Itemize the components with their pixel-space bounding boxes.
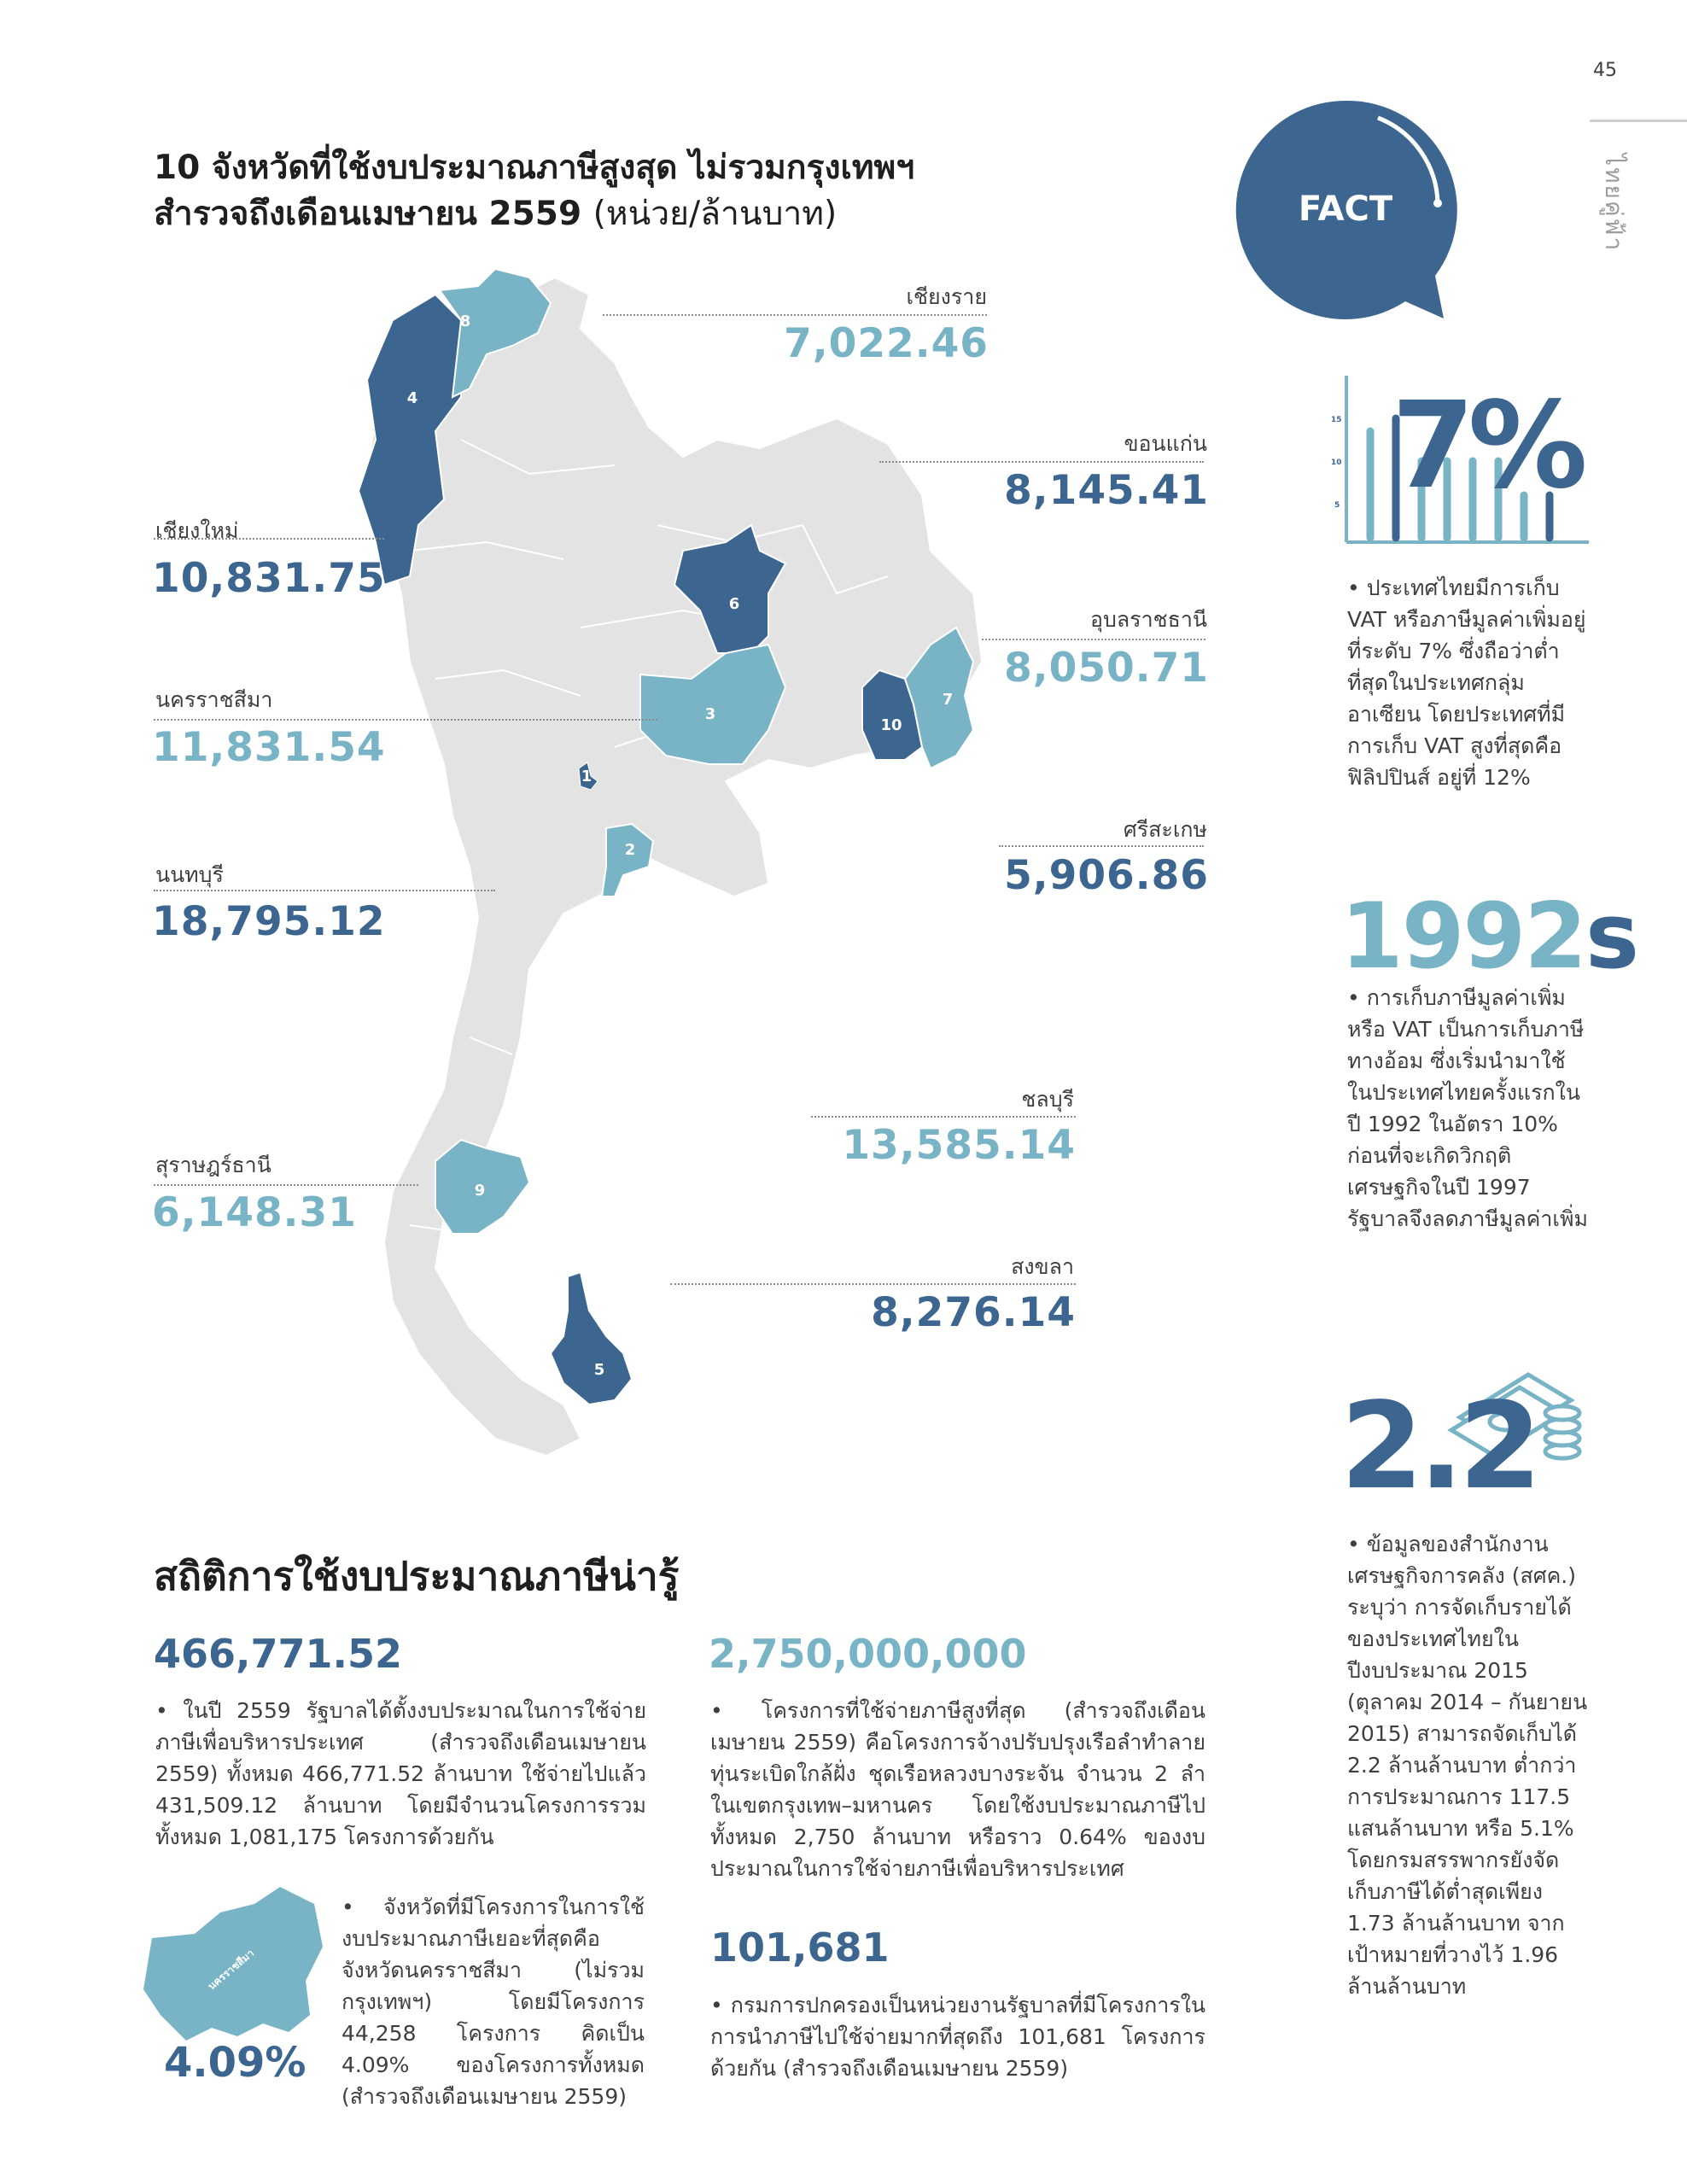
coin-4	[1545, 1406, 1579, 1420]
rank-3-label: 3	[704, 705, 716, 723]
label-songkhla-name: สงขลา	[1011, 1254, 1074, 1279]
vat-axis-5: 5	[1334, 501, 1340, 510]
label-sisaket-value: 5,906.86	[1004, 852, 1209, 899]
label-korat-name: นครราชสีมา	[155, 687, 273, 712]
vat-axis-10: 10	[1331, 458, 1342, 467]
project-num: 2,750,000,000	[709, 1631, 1027, 1677]
korat-map-label: นครราชสีมา	[205, 1947, 257, 1993]
year-suffix: s	[1585, 884, 1638, 989]
label-korat-value: 11,831.54	[152, 724, 386, 771]
rank-6-label: 6	[728, 595, 740, 613]
fact-badge-label: FACT	[1298, 190, 1393, 229]
label-khonkaen-value: 8,145.41	[1004, 467, 1209, 514]
map-title-line1: 10 จังหวัดที่ใช้งบประมาณภาษีสูงสุด ไม่รวมกรุงเทพฯ	[154, 149, 915, 187]
rank-8-label: 8	[459, 312, 471, 330]
page-number: 45	[1593, 60, 1617, 81]
rank-2-label: 2	[624, 841, 636, 859]
map-title-date: สำรวจถึงเดือนเมษายน 2559	[154, 195, 582, 233]
label-chonburi-value: 13,585.14	[842, 1122, 1076, 1169]
rank-10-label: 10	[880, 716, 902, 734]
label-suratthani-value: 6,148.31	[152, 1189, 357, 1236]
project-text: • โครงการที่ใช้จ่ายภาษีสูงที่สุด (สำรวจถึงเดือนเมษายน 2559) คือโครงการจ้างปรับปรุงเรือลำทำลายทุ่นระเบิดใกล้ฝั่ง ชุดเรือหลวงบางระจัน จำนวน 2 ลำ ในเขตกรุงเทพ–มหานคร โดยใช้งบประมาณภาษีไปทั้งหมด 2,750 ล้านบาท หรือราว 0.64% ของงบประมาณในการใช้จ่ายภาษีเพื่อบริหารประเทศ	[710, 1698, 1205, 1881]
budget-num: 466,771.52	[154, 1631, 403, 1677]
map-land	[367, 277, 982, 1456]
rank-1-label: 1	[581, 768, 592, 785]
rank-5-label: 5	[593, 1361, 605, 1379]
budget-text: • ในปี 2559 รัฐบาลได้ตั้งงบประมาณในการใช้จ่ายภาษีเพื่อบริหารประเทศ (สำรวจถึงเดือนเมษายน 2559) ทั้งหมด 466,771.52 ล้านบาท ใช้จ่ายไปแล้ว 431,509.12 ล้านบาท โดยมีจำนวนโครงการรวมทั้งหมด 1,081,175 โครงการด้วยกัน	[155, 1698, 646, 1849]
label-sisaket-name: ศรีสะเกษ	[1123, 817, 1207, 842]
vat-axis-15: 15	[1331, 416, 1342, 424]
dopa-num: 101,681	[710, 1924, 890, 1971]
korat-text: • จังหวัดที่มีโครงการในการใช้งบประมาณภาษีเยอะที่สุดคือจังหวัดนครราชสีมา (ไม่รวมกรุงเทพฯ) โดยมีโครงการ 44,258 โครงการ คิดเป็น 4.09% ของโครงการทั้งหมด (สำรวจถึงเดือนเมษายน 2559)	[341, 1895, 645, 2109]
magazine-brand: ไทยคู่ฟ้า	[1600, 154, 1628, 253]
year-text: • การเก็บภาษีมูลค่าเพิ่มหรือ VAT เป็นการเก็บภาษีทางอ้อม ซึ่งเริ่มนำมาใช้ในประเทศไทยครั้งแรกในปี 1992 ในอัตรา 10% ก่อนที่จะเกิดวิกฤติเศรษฐกิจในปี 1997 รัฐบาลจึงลดภาษีมูลค่าเพิ่ม	[1347, 985, 1588, 1231]
label-suratthani-name: สุราษฎร์ธานี	[155, 1153, 271, 1177]
korat-map	[143, 1887, 327, 2045]
stats-title: สถิติการใช้งบประมาณภาษีน่ารู้	[154, 1553, 680, 1599]
leader-ubon	[982, 639, 1205, 640]
dopa-text: • กรมการปกครองเป็นหน่วยงานรัฐบาลที่มีโครงการในการนำภาษีไปใช้จ่ายมากที่สุดถึง 101,681 โครงการด้วยกัน (สำรวจถึงเดือนเมษายน 2559)	[710, 1993, 1205, 2081]
trillion-text: • ข้อมูลของสำนักงานเศรษฐกิจการคลัง (สศค.) ระบุว่า การจัดเก็บรายได้ของประเทศไทยในปีงบประมาณ 2015 (ตุลาคม 2014 – กันยายน 2015) สามารถจัดเก็บได้ 2.2 ล้านล้านบาท ต่ำกว่าการประมาณการ 117.5 แสนล้านบาท หรือ 5.1% โดยกรมสรรพากรยังจัดเก็บภาษีได้ต่ำสุดเพียง 1.73 ล้านล้านบาท จากเป้าหมายที่วางไว้ 1.96 ล้านล้านบาท	[1347, 1532, 1588, 1999]
rank-9-label: 9	[474, 1182, 486, 1200]
map-title-line2	[154, 191, 914, 237]
label-nonthaburi-value: 18,795.12	[152, 898, 386, 945]
year-num: 1992	[1340, 884, 1586, 989]
label-chonburi-name: ชลบุรี	[1021, 1087, 1074, 1112]
label-songkhla-value: 8,276.14	[871, 1289, 1076, 1336]
rank-7-label: 7	[942, 691, 954, 709]
label-chiangrai-name: เชียงราย	[906, 284, 987, 309]
label-chiangmai-name: เชียงใหม่	[155, 518, 239, 543]
leader-chiangrai	[603, 314, 987, 316]
trillion-num: 2.2	[1340, 1377, 1538, 1516]
label-khonkaen-name: ขอนแก่น	[1124, 431, 1207, 456]
province-5-shape	[551, 1272, 632, 1404]
map-title-unit: (หน่วย/ล้านบาท)	[592, 195, 838, 233]
map-title	[154, 145, 914, 237]
label-ubon-name: อุบลราชธานี	[1089, 607, 1207, 632]
leader-suratthani	[154, 1184, 418, 1186]
vat-pct: 7%	[1392, 377, 1581, 516]
label-nonthaburi-name: นนทบุรี	[155, 862, 224, 887]
leader-khonkaen	[879, 461, 1204, 463]
label-chiangmai-value: 10,831.75	[152, 555, 386, 602]
vat-chart	[1328, 367, 1592, 551]
header-rule	[1590, 120, 1687, 122]
label-ubon-value: 8,050.71	[1004, 645, 1209, 692]
korat-pct: 4.09%	[164, 2039, 306, 2087]
label-chiangrai-value: 7,022.46	[784, 320, 989, 367]
leader-korat	[154, 719, 657, 721]
fact-badge	[1226, 92, 1465, 331]
rank-4-label: 4	[406, 389, 418, 407]
province-2-shape	[602, 824, 653, 896]
fact-arc-dot	[1433, 199, 1442, 207]
year-1992	[1340, 884, 1637, 989]
vat-text: • ประเทศไทยมีการเก็บ VAT หรือภาษีมูลค่าเพิ่มอยู่ที่ระดับ 7% ซึ่งถือว่าต่ำที่สุดในประเทศกลุ่มอาเซียน โดยประเทศที่มีการเก็บ VAT สูงที่สุดคือฟิลิปปินส์ อยู่ที่ 12%	[1347, 575, 1586, 790]
